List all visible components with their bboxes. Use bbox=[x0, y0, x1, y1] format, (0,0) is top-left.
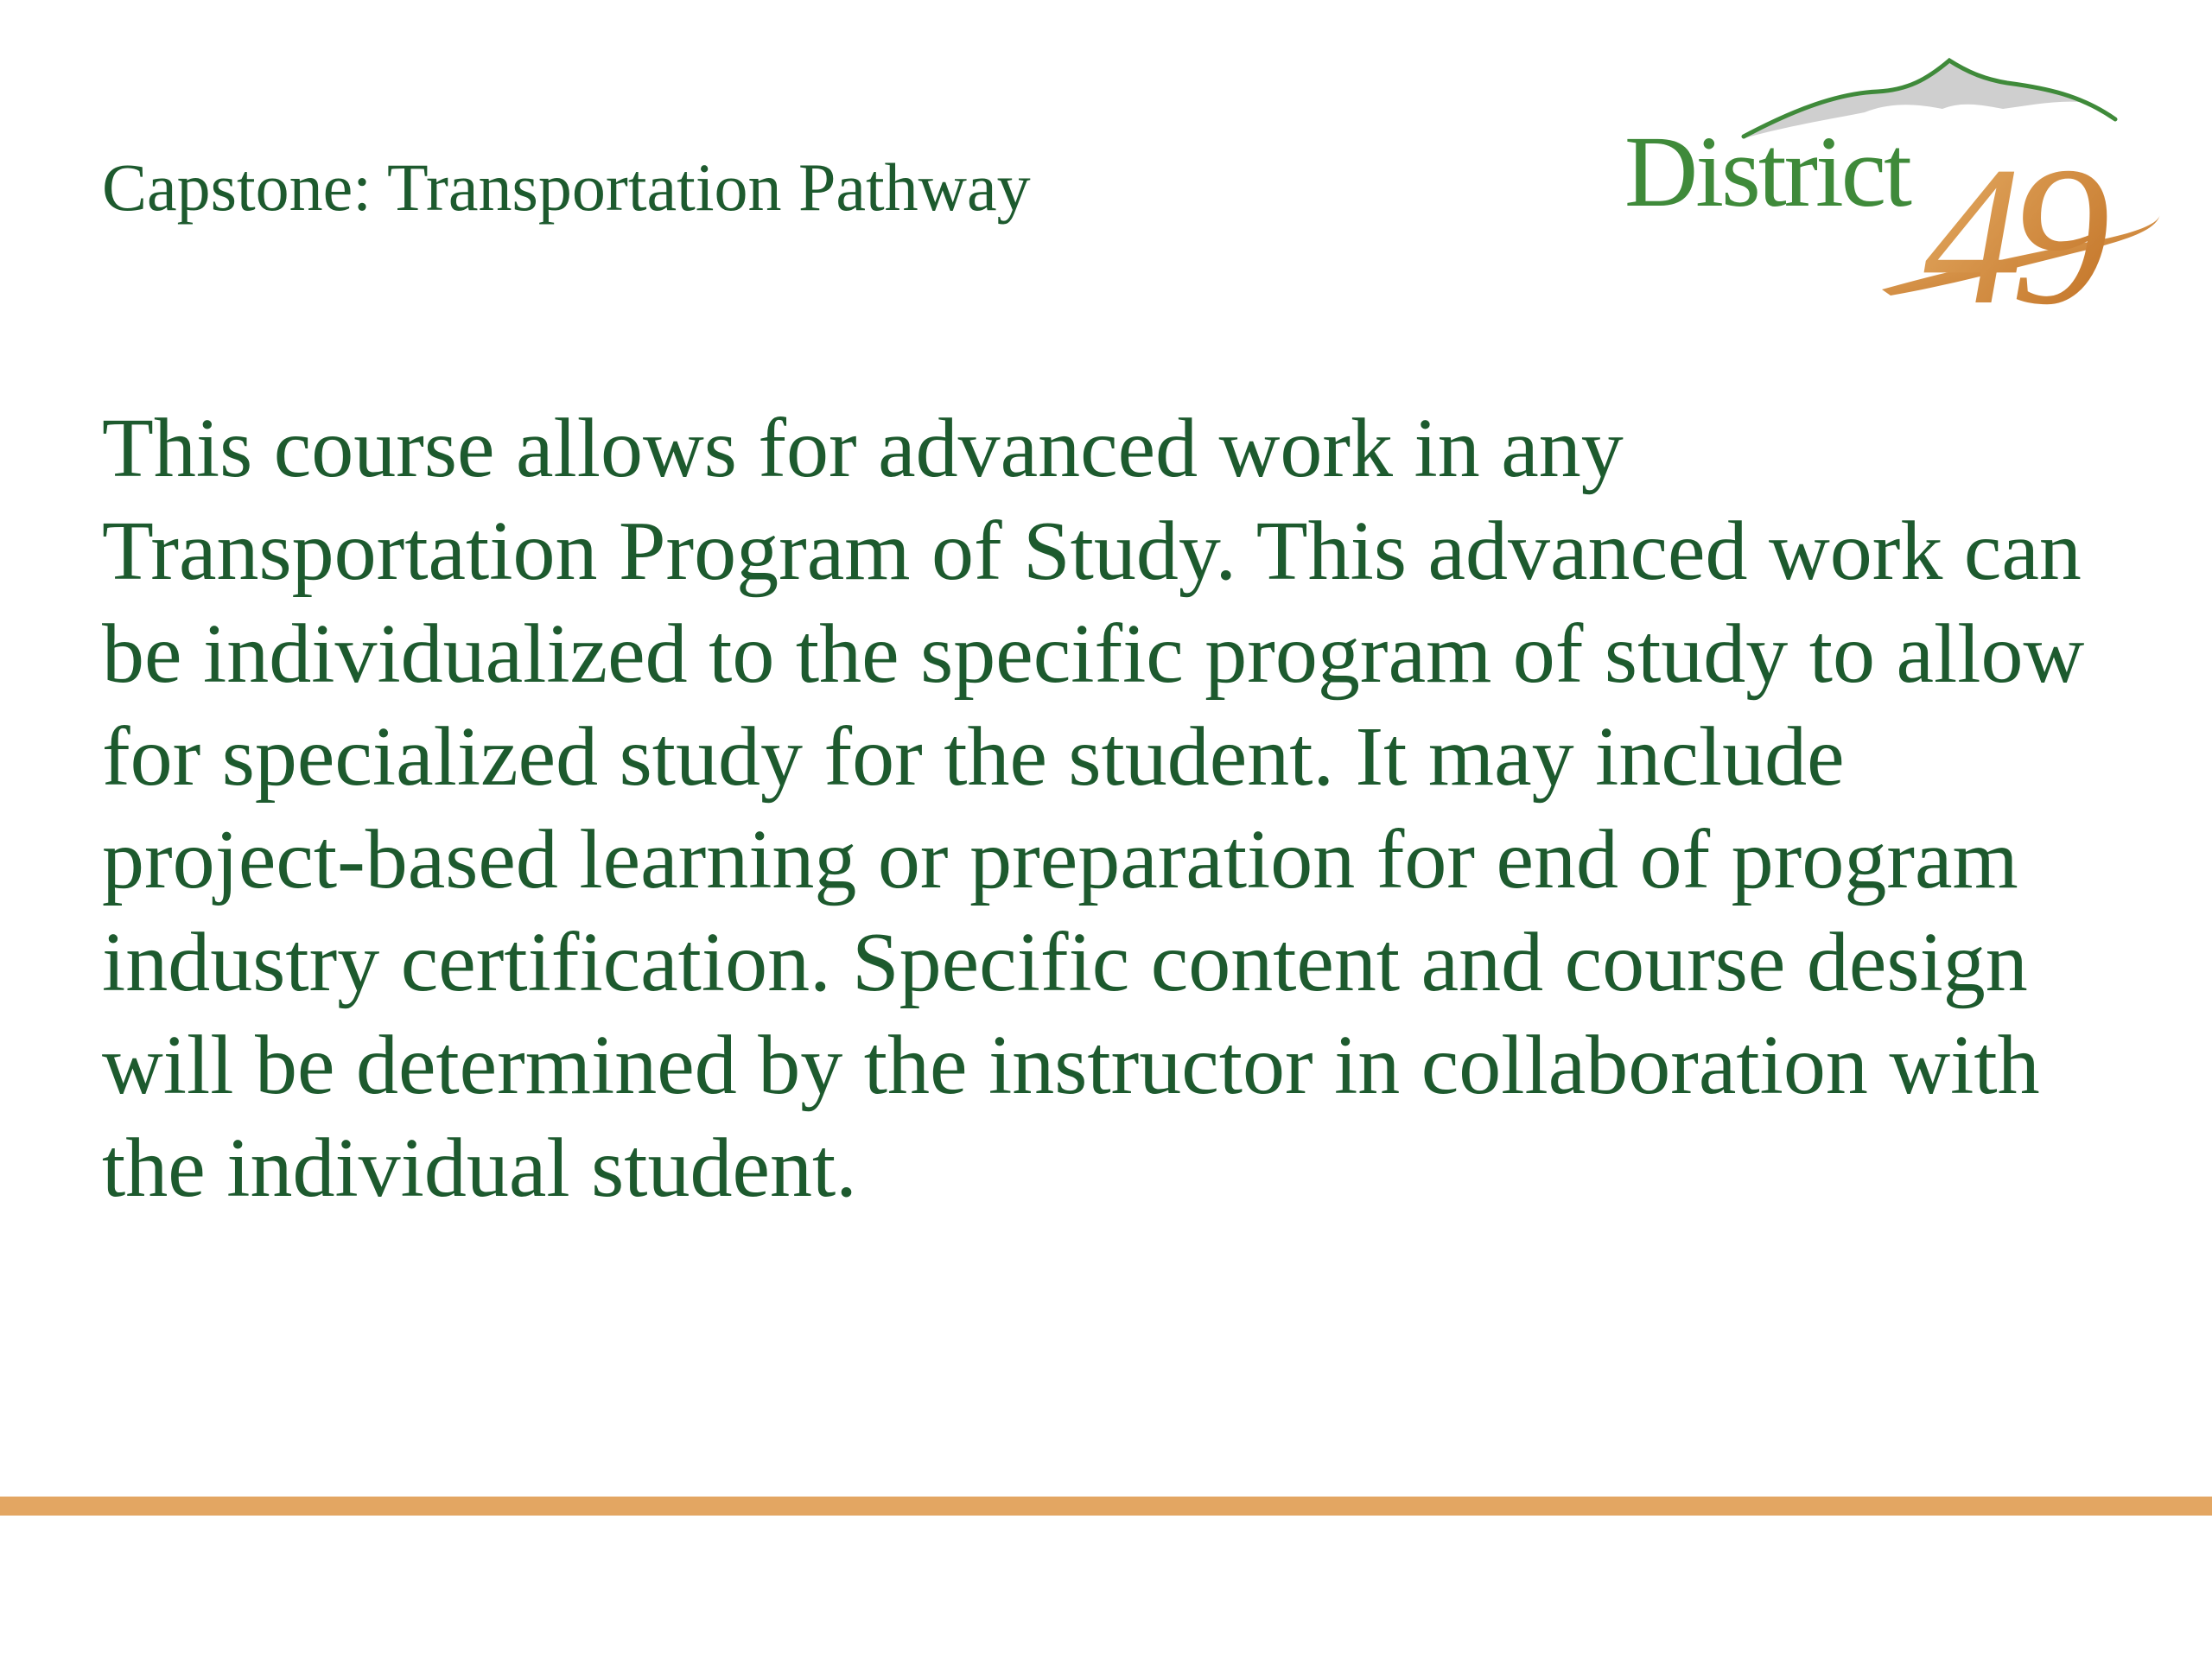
logo-number-49: 49 bbox=[1923, 125, 2098, 328]
course-description: This course allows for advanced work in any Transportation Program of Study. This advanced work can be individualized to the specific program of study to allow for specialized study for the student. It may include project-based learning or preparation for end of program industry certification. Specific content and course design will be determined by the instructor in collaboration with the individual student. bbox=[102, 402, 2085, 1215]
district-49-logo bbox=[1614, 52, 2167, 328]
footer-divider bbox=[0, 1497, 2212, 1516]
district-49-logo-graphic bbox=[1614, 52, 2167, 328]
logo-word-district: District bbox=[1624, 115, 1910, 228]
slide-title: Capstone: Transportation Pathway bbox=[102, 149, 1031, 225]
